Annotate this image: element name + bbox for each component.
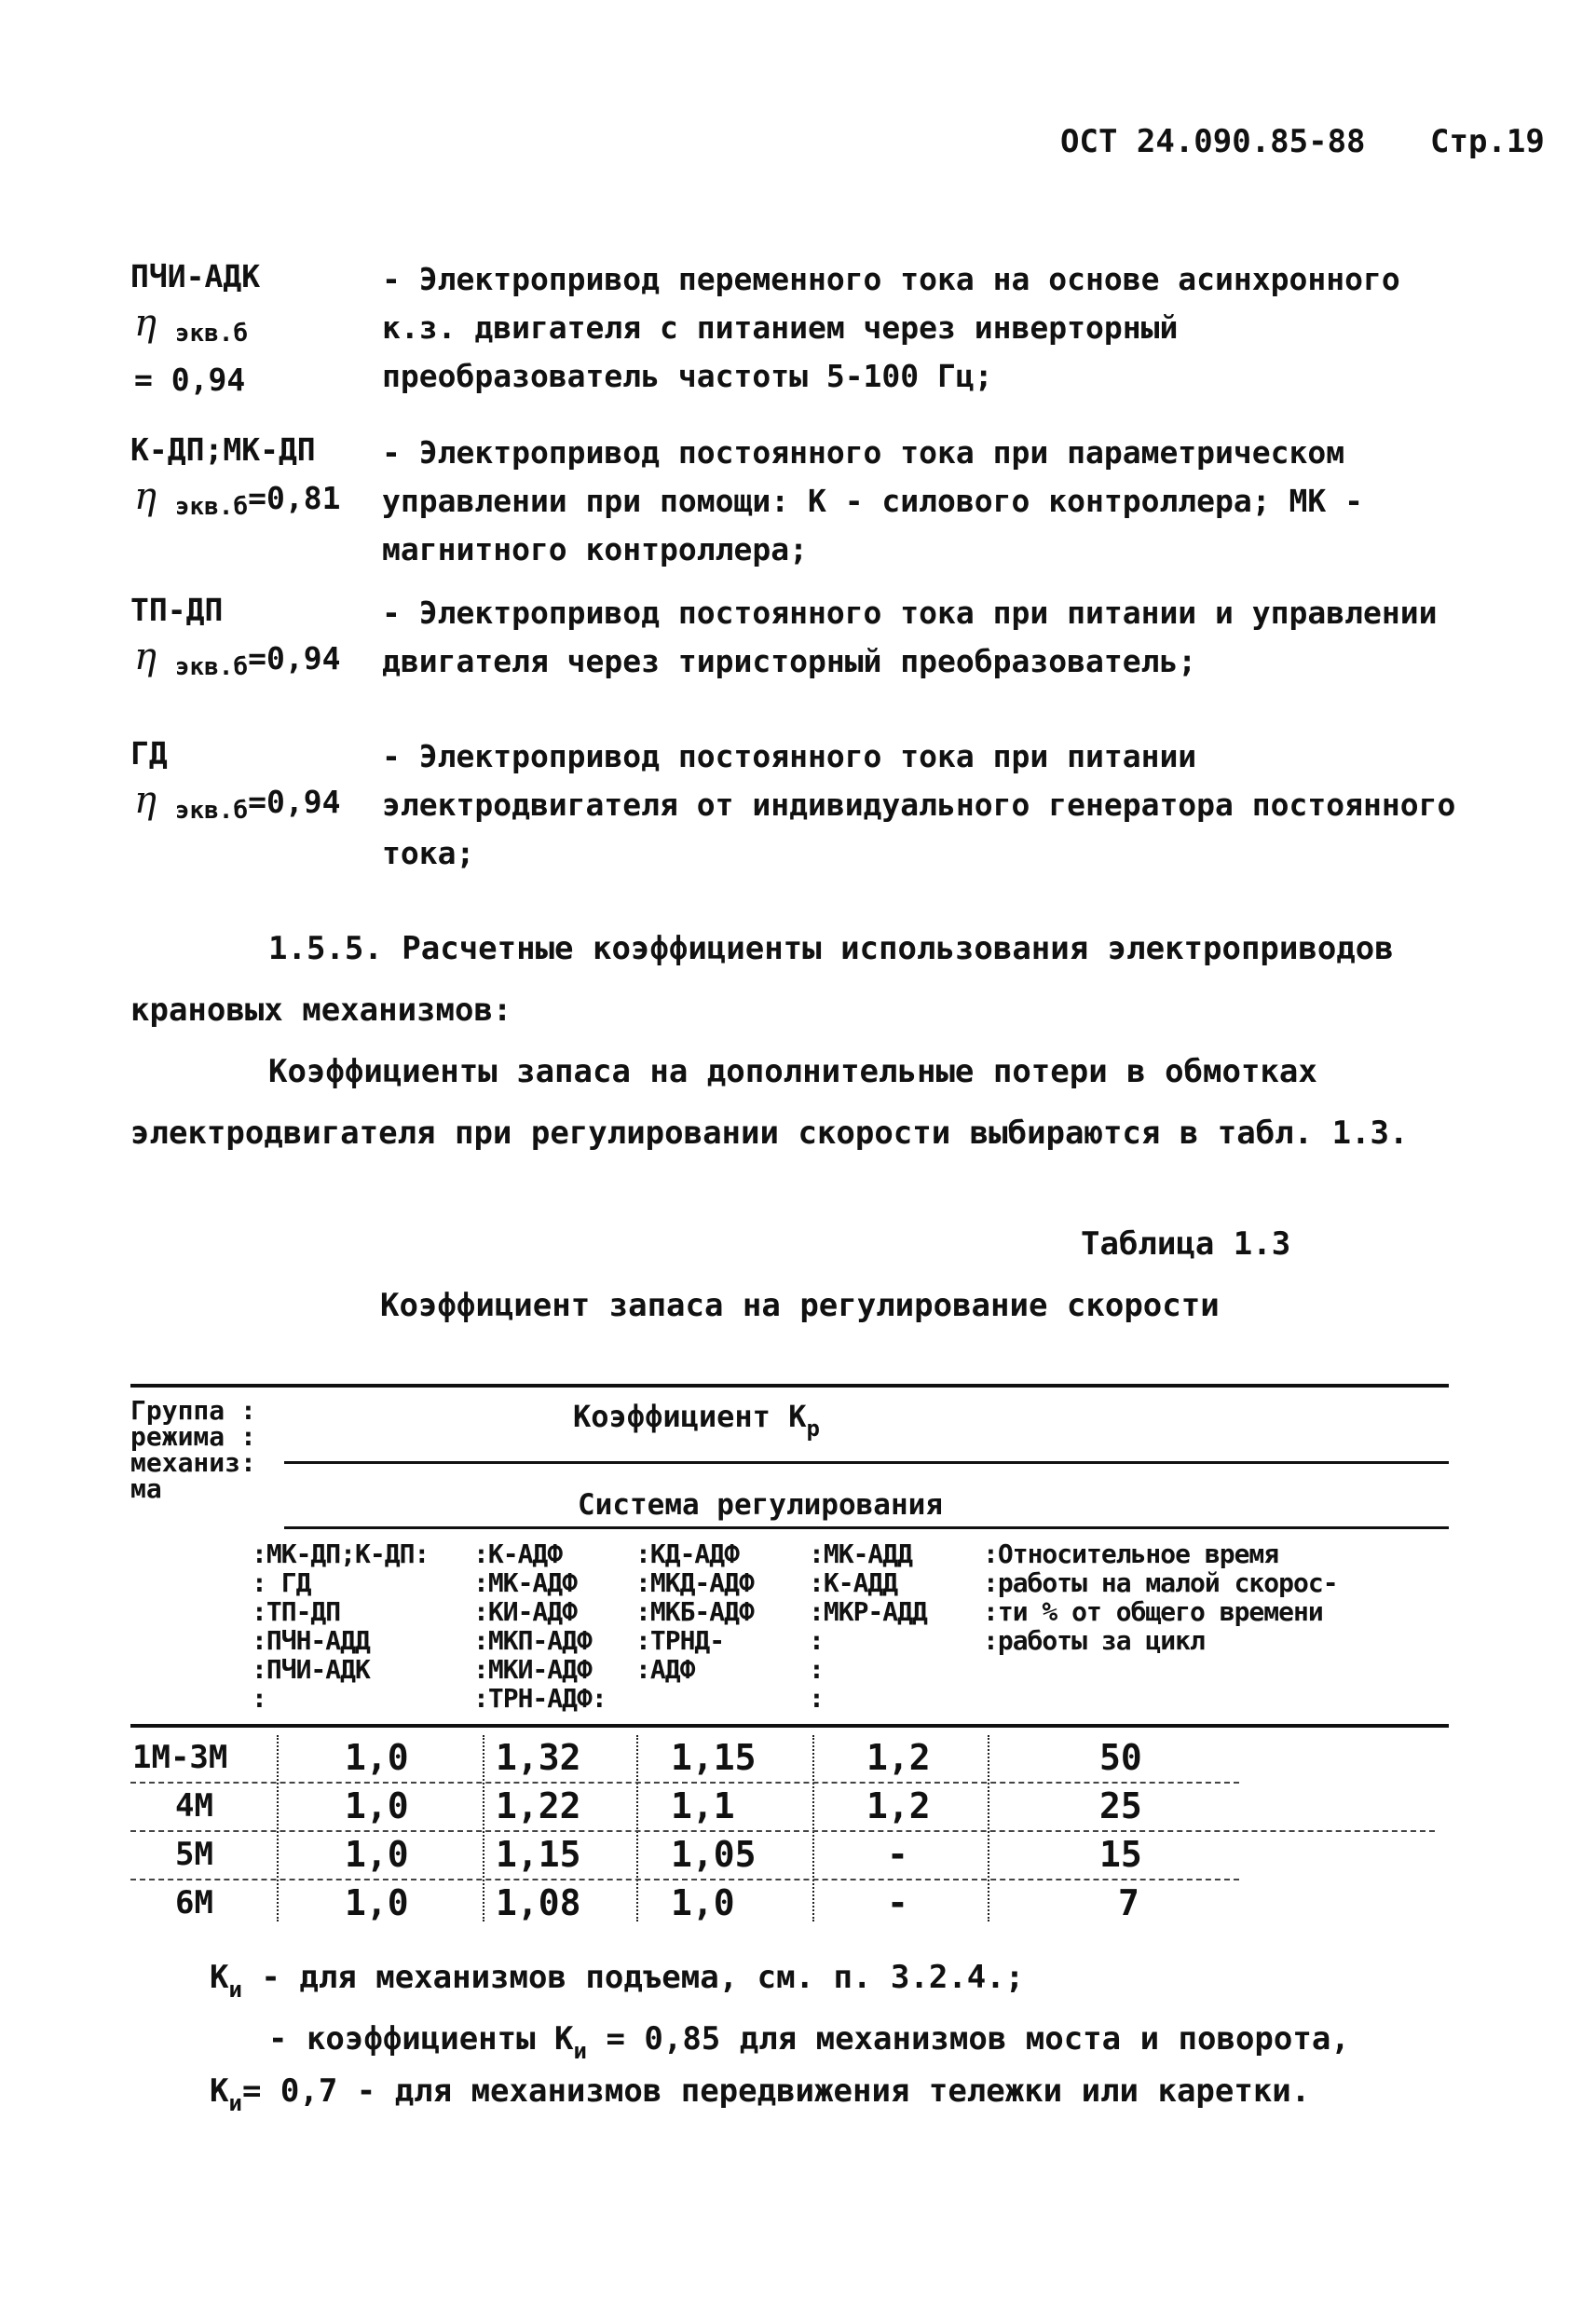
- header-line: режима :: [130, 1421, 256, 1452]
- cell-c2: 1,22: [496, 1785, 581, 1826]
- cell-c5: 25: [1099, 1785, 1142, 1826]
- col-line: :: [252, 1683, 266, 1714]
- eta-subscript: экв.б: [174, 797, 249, 825]
- column-separator: [636, 1735, 638, 1921]
- col-line: :: [809, 1625, 824, 1656]
- section-heading-line: 1.5.5. Расчетные коэффициенты использования электроприводов: [268, 930, 1394, 967]
- column-separator: [483, 1735, 484, 1921]
- cell-c2: 1,08: [496, 1882, 581, 1923]
- section-text-line: Коэффициенты запаса на дополнительные потери в обмотках: [268, 1053, 1317, 1090]
- column-separator: [277, 1735, 279, 1921]
- section-text-line: крановых механизмов:: [130, 991, 512, 1029]
- table-header-rule: [130, 1724, 1449, 1728]
- cell-c1: 1,0: [345, 1785, 409, 1826]
- col-line: :работы на малой скорос-: [983, 1567, 1338, 1598]
- k-subscript: и: [573, 2038, 587, 2064]
- col-line: :ТРНД-: [635, 1625, 725, 1656]
- cell-c4: 1,2: [866, 1785, 931, 1826]
- eta-symbol: η: [134, 475, 157, 518]
- col-line: :ТРН-АДФ:: [473, 1683, 607, 1714]
- note-text: = 0,85 для механизмов моста и поворота,: [586, 2020, 1350, 2058]
- eta-value: =0,81: [248, 480, 341, 516]
- col-line: :МКД-АДФ: [635, 1567, 754, 1598]
- col-line: :ТП-ДП: [252, 1596, 341, 1627]
- note-text: = 0,7 - для механизмов передвижения тележки или каретки.: [241, 2072, 1311, 2110]
- col-line: :ти % от общего времени: [983, 1596, 1323, 1627]
- cell-c3: 1,15: [671, 1737, 757, 1778]
- note-trolley: [210, 2063, 1310, 2131]
- col-line: : ГД: [252, 1567, 311, 1598]
- header-line: механиз:: [130, 1447, 256, 1478]
- cell-c1: 1,0: [345, 1737, 409, 1778]
- term-name: ГД: [130, 735, 168, 772]
- definition-term: [130, 587, 340, 691]
- col-line: :КД-АДФ: [635, 1538, 740, 1569]
- k-subscript: и: [228, 2090, 242, 2116]
- eta-symbol: η: [134, 302, 157, 345]
- column-header-1: [252, 1539, 429, 1713]
- row-separator: [130, 1782, 1239, 1784]
- eta-value: =0,94: [248, 784, 341, 820]
- group-cell: 5М: [175, 1836, 213, 1873]
- group-header: [130, 1395, 256, 1504]
- note-lift: [210, 1949, 1024, 2017]
- term-name: К-ДП;МК-ДП: [130, 431, 316, 468]
- header-rule: [284, 1461, 1449, 1464]
- term-name: ТП-ДП: [130, 592, 224, 628]
- cell-c2: 1,15: [496, 1834, 581, 1875]
- note-text: - для механизмов подъема, см. п. 3.2.4.;: [241, 1959, 1025, 1996]
- group-cell: 6М: [175, 1884, 213, 1921]
- col-line: :МКП-АДФ: [473, 1625, 592, 1656]
- group-cell: 4М: [175, 1787, 213, 1825]
- group-cell: 1М-3М: [132, 1739, 228, 1776]
- definition-description: - Электропривод постоянного тока при питании и управлении двигателя через тиристорный преобразователь;: [382, 595, 1438, 679]
- eta-symbol: η: [134, 636, 157, 678]
- col-line: :МК-АДД: [809, 1538, 913, 1569]
- cell-c3: 1,05: [671, 1834, 757, 1875]
- note-text: - коэффициенты К: [268, 2020, 574, 2058]
- col-line: :ПЧИ-АДК: [252, 1654, 370, 1685]
- k-subscript: и: [228, 1976, 242, 2003]
- eta-subscript: экв.б: [174, 653, 249, 681]
- cell-c3: 1,1: [671, 1785, 735, 1826]
- col-line: :К-АДД: [809, 1567, 898, 1598]
- definition-description: - Электропривод переменного тока на основе асинхронного к.з. двигателя с питанием через инверторный преобразователь частоты 5-100 Гц;: [382, 261, 1400, 394]
- definition-term: [130, 731, 340, 834]
- column-separator: [812, 1735, 814, 1921]
- col-line: :МК-ДП;К-ДП:: [252, 1538, 430, 1569]
- definition-description: - Электропривод постоянного тока при питании электродвигателя от индивидуального генератора постоянного тока;: [382, 738, 1456, 871]
- column-separator: [988, 1735, 989, 1921]
- column-header-5: [983, 1539, 1338, 1655]
- col-line: :МК-АДФ: [473, 1567, 578, 1598]
- page-number: Стр.19: [1430, 123, 1545, 160]
- col-line: :ПЧН-АДД: [252, 1625, 370, 1656]
- cell-c2: 1,32: [496, 1737, 581, 1778]
- definition-term: [130, 253, 260, 403]
- coefficient-subscript: р: [806, 1415, 820, 1442]
- system-header: Система регулирования: [578, 1488, 943, 1522]
- header-rule: [284, 1526, 1449, 1529]
- column-header-3: [635, 1539, 754, 1684]
- cell-c4: -: [887, 1882, 908, 1923]
- cell-c3: 1,0: [671, 1882, 735, 1923]
- definition-description: - Электропривод постоянного тока при параметрическом управлении при помощи: К - силового контроллера; МК - магнитного контроллера;: [382, 434, 1363, 567]
- cell-c5: 7: [1118, 1882, 1139, 1923]
- col-line: :КИ-АДФ: [473, 1596, 578, 1627]
- col-line: :МКИ-АДФ: [473, 1654, 592, 1685]
- cell-c5: 15: [1099, 1834, 1142, 1875]
- col-line: :: [809, 1683, 824, 1714]
- cell-c4: 1,2: [866, 1737, 931, 1778]
- header-line: Группа :: [130, 1395, 256, 1426]
- cell-c5: 50: [1099, 1737, 1142, 1778]
- definition-term: [130, 427, 340, 530]
- col-line: :: [809, 1654, 824, 1685]
- column-header-4: [809, 1539, 927, 1713]
- k-symbol: К: [210, 1959, 229, 1996]
- eta-value: = 0,94: [134, 362, 246, 398]
- cell-c1: 1,0: [345, 1882, 409, 1923]
- document-code: ОСТ 24.090.85-88: [1060, 123, 1366, 160]
- eta-symbol: η: [134, 779, 157, 822]
- row-separator: [130, 1830, 1435, 1832]
- column-header-2: [473, 1539, 607, 1713]
- table-title: Коэффициент запаса на регулирование скорости: [380, 1287, 1220, 1324]
- term-name: ПЧИ-АДК: [130, 258, 261, 294]
- col-line: :МКБ-АДФ: [635, 1596, 754, 1627]
- k-symbol: К: [210, 2072, 229, 2110]
- eta-subscript: экв.б: [174, 320, 249, 348]
- header-line: ма: [130, 1473, 162, 1504]
- coefficient-header: [573, 1401, 820, 1444]
- col-line: :работы за цикл: [983, 1625, 1205, 1656]
- cell-c4: -: [887, 1834, 908, 1875]
- col-line: :К-АДФ: [473, 1538, 563, 1569]
- col-line: :АДФ: [635, 1654, 695, 1685]
- coefficient-label: Коэффициент К: [573, 1399, 807, 1434]
- col-line: :МКР-АДД: [809, 1596, 927, 1627]
- eta-subscript: экв.б: [174, 493, 249, 521]
- cell-c1: 1,0: [345, 1834, 409, 1875]
- eta-value: =0,94: [248, 640, 341, 677]
- col-line: :Относительное время: [983, 1538, 1279, 1569]
- table-top-rule: [130, 1384, 1449, 1388]
- row-separator: [130, 1879, 1239, 1880]
- table-label: Таблица 1.3: [1081, 1225, 1291, 1263]
- section-text-line: электродвигателя при регулировании скорости выбираются в табл. 1.3.: [130, 1114, 1409, 1152]
